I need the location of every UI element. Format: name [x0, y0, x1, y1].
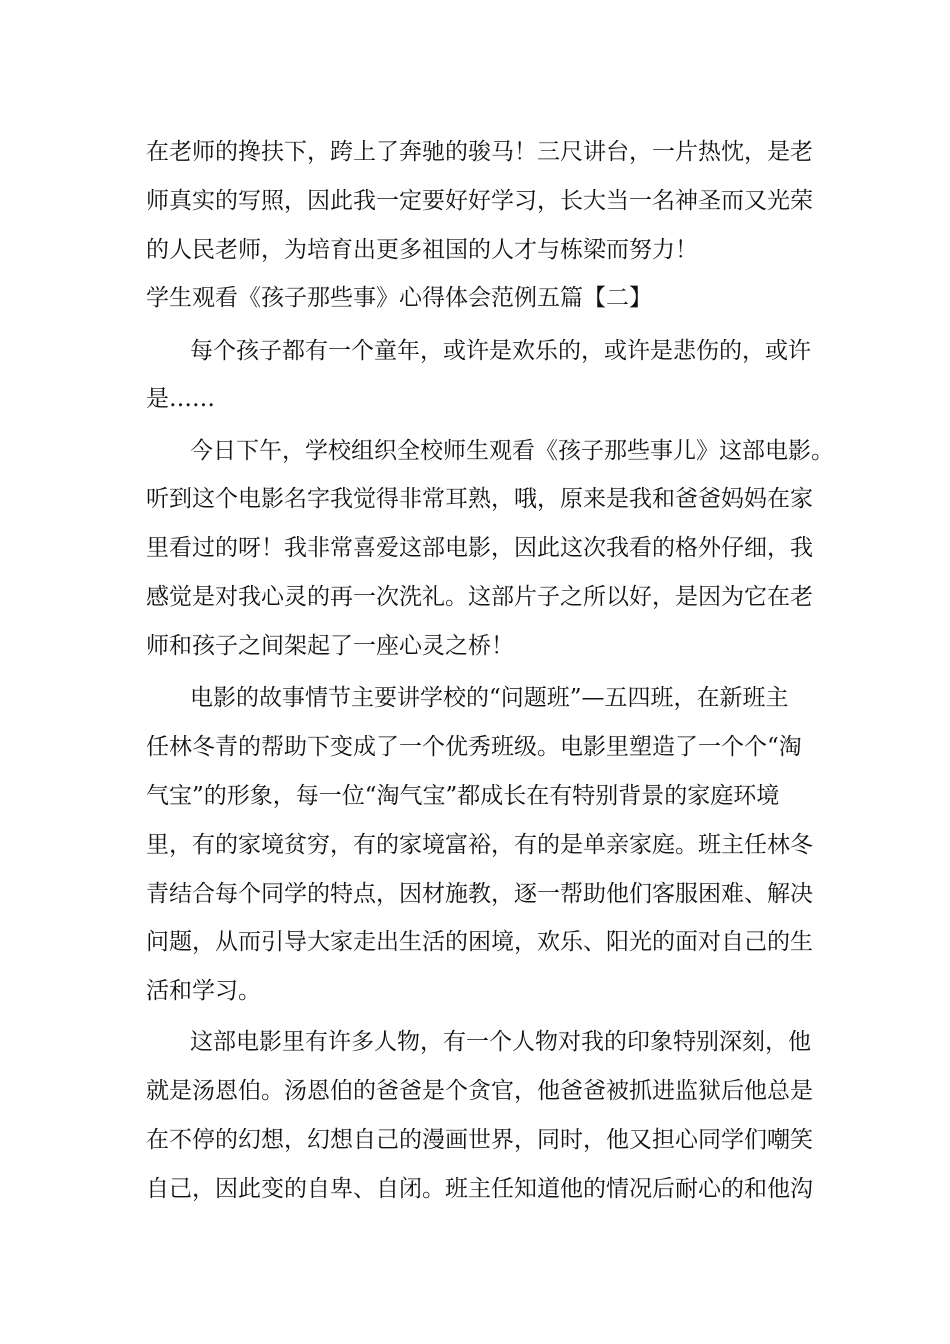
text-line — [0, 825, 950, 865]
paragraph-first-line — [0, 1022, 950, 1062]
text-line-content: 感觉是对我心灵的再一次洗礼。这部片子之所以好，是因为它在老 — [146, 584, 813, 610]
text-line — [0, 1071, 950, 1111]
text-line — [0, 479, 950, 519]
text-line — [0, 132, 950, 172]
text-line — [0, 626, 950, 666]
text-line — [0, 1169, 950, 1209]
text-line-content: 的人民老师，为培育出更多祖国的人才与栋梁而努力！ — [146, 237, 698, 263]
text-line-content: 气宝”的形象，每一位“淘气宝”都成长在有特别背景的家庭环境 — [146, 783, 780, 809]
text-line-content: 活和学习。 — [146, 978, 261, 1004]
text-line-content: 青结合每个同学的特点，因材施教，逐一帮助他们客服困难、解决 — [146, 881, 813, 907]
paragraph-first-line — [0, 331, 950, 371]
text-line-content: 师和孩子之间架起了一座心灵之桥！ — [146, 633, 514, 659]
text-line — [0, 922, 950, 962]
text-line — [0, 577, 950, 617]
text-line — [0, 379, 950, 419]
text-line-content: 今日下午，学校组织全校师生观看《孩子那些事儿》这部电影。 — [190, 438, 834, 464]
text-line — [0, 971, 950, 1011]
text-line — [0, 727, 950, 767]
paragraph-first-line — [0, 678, 950, 718]
text-line-content: 问题，从而引导大家走出生活的困境，欢乐、阳光的面对自己的生 — [146, 929, 813, 955]
text-line — [0, 874, 950, 914]
text-line-content: 自己，因此变的自卑、自闭。班主任知道他的情况后耐心的和他沟 — [146, 1176, 813, 1202]
text-line-content: 就是汤恩伯。汤恩伯的爸爸是个贪官，他爸爸被抓进监狱后他总是 — [146, 1078, 813, 1104]
text-line — [0, 528, 950, 568]
text-line-content: 是…… — [146, 386, 215, 412]
text-line-content: 听到这个电影名字我觉得非常耳熟，哦，原来是我和爸爸妈妈在家 — [146, 486, 813, 512]
text-line-content: 任林冬青的帮助下变成了一个优秀班级。电影里塑造了一个个“淘 — [146, 734, 802, 760]
text-line — [0, 776, 950, 816]
text-line-content: 每个孩子都有一个童年，或许是欢乐的，或许是悲伤的，或许 — [190, 338, 811, 364]
text-line — [0, 181, 950, 221]
text-line-content: 里看过的呀！我非常喜爱这部电影，因此这次我看的格外仔细，我 — [146, 535, 813, 561]
text-line-content: 这部电影里有许多人物，有一个人物对我的印象特别深刻，他 — [190, 1029, 811, 1055]
section-heading — [0, 278, 950, 318]
text-line-content: 里，有的家境贫穷，有的家境富裕，有的是单亲家庭。班主任林冬 — [146, 832, 813, 858]
text-line-content: 在不停的幻想，幻想自己的漫画世界，同时，他又担心同学们嘲笑 — [146, 1127, 813, 1153]
text-line — [0, 230, 950, 270]
text-line-content: 在老师的搀扶下，跨上了奔驰的骏马！三尺讲台，一片热忱，是老 — [146, 139, 813, 165]
paragraph-first-line — [0, 431, 950, 471]
text-line-content: 师真实的写照，因此我一定要好好学习，长大当一名神圣而又光荣 — [146, 188, 813, 214]
text-line-content: 电影的故事情节主要讲学校的“问题班”—五四班，在新班主 — [190, 685, 789, 711]
text-line — [0, 1120, 950, 1160]
section-heading-text: 学生观看《孩子那些事》心得体会范例五篇【二】 — [146, 285, 652, 311]
